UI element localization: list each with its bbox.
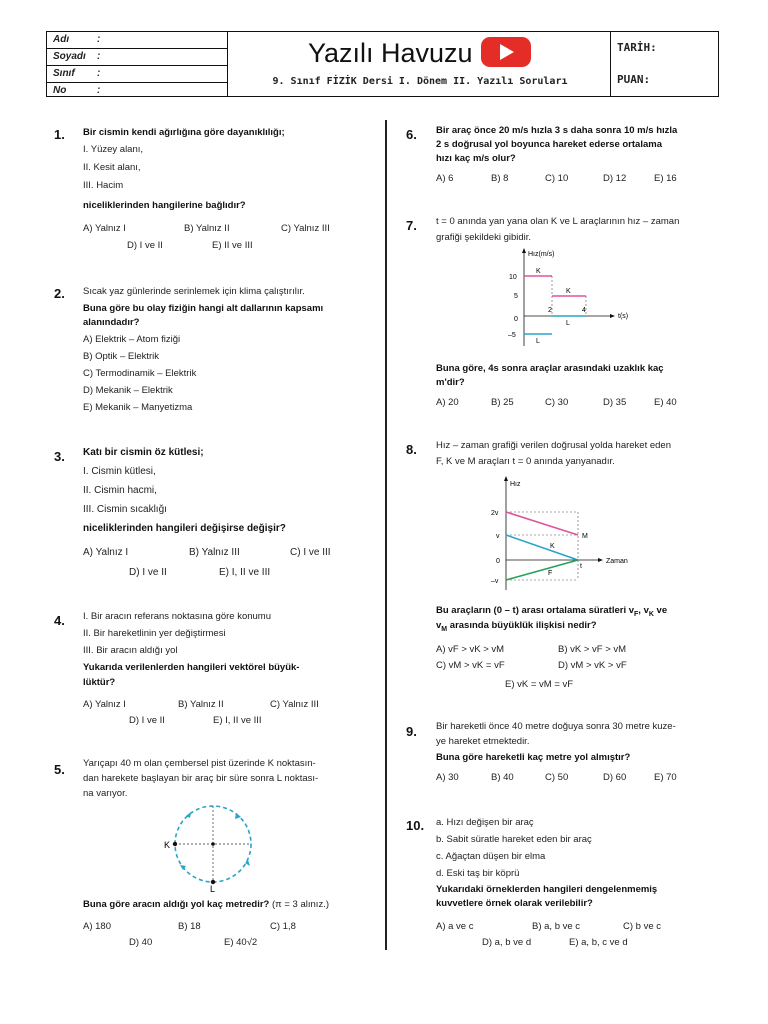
q3-question: niceliklerinden hangileri değişirse değişir? [83, 523, 286, 534]
q1-item-2: II. Kesit alanı, [83, 162, 141, 173]
y-tick-10: 10 [509, 274, 517, 281]
q1-stem: Bir cismin kendi ağırlığına göre dayanıklılığı; [83, 127, 285, 138]
q6-option-a[interactable]: A) 6 [436, 173, 454, 184]
q2-question-line2: alanındadır? [83, 317, 140, 328]
q8-stem-line2: F, K ve M araçları t = 0 anında yanyanadır. [436, 456, 615, 467]
y-axis-arrow [522, 248, 526, 253]
q9-question: Buna göre hareketli kaç metre yol almıştır? [436, 752, 631, 763]
q10-option-a[interactable]: A) a ve c [436, 921, 474, 932]
speed-time-graph-q8 [478, 474, 648, 594]
q3-option-e[interactable]: E) I, II ve III [219, 567, 271, 578]
q3-item-2: II. Cismin hacmi, [83, 485, 157, 496]
circular-track-figure [158, 800, 268, 892]
q10-option-c[interactable]: C) b ve c [623, 921, 662, 932]
label-k: K [164, 840, 171, 850]
q2-option-e[interactable]: E) Mekanik – Manyetizma [83, 402, 193, 413]
question-number-2: 2. [54, 286, 65, 301]
x-axis-arrow [610, 314, 615, 318]
q5-stem-line1: Yarıçapı 40 m olan çembersel pist üzerinde K noktasın- [83, 758, 316, 769]
y-tick-0: 0 [514, 316, 518, 323]
series-line-m [506, 512, 578, 535]
q8-option-d[interactable]: D) vM > vK > vF [558, 660, 627, 671]
speed-time-graph-q7 [500, 246, 660, 350]
field-number[interactable]: No : [53, 85, 101, 96]
series-label-l: L [536, 338, 540, 345]
q1-option-d[interactable]: D) I ve II [127, 240, 163, 251]
exam-subtitle: 9. Sınıf FİZİK Dersi I. Dönem II. Yazılı Soruları [272, 76, 568, 87]
y-axis-arrow [504, 476, 508, 481]
q2-option-d[interactable]: D) Mekanik – Elektrik [83, 385, 173, 396]
question-number-7: 7. [406, 218, 417, 233]
q3-item-1: I. Cismin kütlesi, [83, 466, 156, 477]
q4-question-line2: lüktür? [83, 677, 116, 688]
date-label[interactable]: TARİH: [617, 41, 657, 54]
q5-stem-line2: dan harekete başlayan bir araç bir süre sonra L noktası- [83, 773, 319, 784]
date-score-box [610, 32, 718, 96]
q9-option-c[interactable]: C) 50 [545, 772, 569, 783]
q10-item-c: c. Ağaçtan düşen bir elma [436, 851, 546, 862]
q5-option-b[interactable]: B) 18 [178, 921, 201, 932]
q3-option-c[interactable]: C) I ve III [290, 547, 331, 558]
q6-stem-line1: Bir araç önce 20 m/s hızla 3 s daha sonra 10 m/s hızla [436, 125, 678, 136]
q4-option-b[interactable]: B) Yalnız II [178, 699, 224, 710]
q5-option-e[interactable]: E) 40√2 [224, 937, 258, 948]
direction-arrow [235, 813, 241, 819]
q5-option-a[interactable]: A) 180 [83, 921, 111, 932]
y-tick-neg5: –5 [508, 332, 516, 339]
question-number-9: 9. [406, 724, 417, 739]
q7-stem-line1: t = 0 anında yan yana olan K ve L araçlarının hız – zaman [436, 216, 680, 227]
q7-option-b[interactable]: B) 25 [491, 397, 514, 408]
x-tick-2: 2 [548, 307, 552, 314]
series-label-f: F [548, 570, 553, 577]
question-number-1: 1. [54, 127, 65, 142]
q6-stem-line3: hızı kaç m/s olur? [436, 153, 516, 164]
y-axis-label: Hız [510, 481, 521, 488]
q7-option-c[interactable]: C) 30 [545, 397, 569, 408]
question-number-5: 5. [54, 762, 65, 777]
question-number-10: 10. [406, 818, 425, 833]
label-l: L [210, 884, 216, 892]
q4-item-1: I. Bir aracın referans noktasına göre konumu [83, 611, 271, 622]
q3-option-b[interactable]: B) Yalnız III [189, 547, 240, 558]
q7-option-e[interactable]: E) 40 [654, 397, 677, 408]
field-surname[interactable]: Soyadı : [47, 49, 227, 66]
q7-option-d[interactable]: D) 35 [603, 397, 627, 408]
question-number-6: 6. [406, 127, 417, 142]
q9-option-e[interactable]: E) 70 [654, 772, 677, 783]
column-divider [385, 120, 387, 950]
q6-option-d[interactable]: D) 12 [603, 173, 627, 184]
q10-question-line1: Yukarıdaki örneklerden hangileri dengelenmemiş [436, 884, 658, 895]
q6-option-b[interactable]: B) 8 [491, 173, 509, 184]
x-axis-label: t(s) [618, 313, 629, 320]
q10-item-d: d. Eski taş bir köprü [436, 868, 520, 879]
q4-option-d[interactable]: D) I ve II [129, 715, 165, 726]
point-k-dot [173, 842, 177, 846]
x-tick-4: 4 [582, 307, 586, 314]
q7-question-line1: Buna göre, 4s sonra araçlar arasındaki uzaklık kaç [436, 363, 664, 374]
series-label-k: K [550, 543, 555, 550]
q7-question-line2: m'dir? [436, 377, 465, 388]
q2-option-c[interactable]: C) Termodinamik – Elektrik [83, 368, 197, 379]
youtube-play-icon [480, 36, 532, 68]
q9-option-a[interactable]: A) 30 [436, 772, 459, 783]
q8-question-line2: $v_M$ arasında büyüklük ilişkisi nedir? [436, 620, 597, 633]
q10-option-d[interactable]: D) a, b ve d [482, 937, 532, 948]
series-label-l: L [566, 320, 570, 327]
q10-item-b: b. Sabit süratle hareket eden bir araç [436, 834, 592, 845]
direction-arrow [245, 860, 250, 866]
q2-option-a[interactable]: A) Elektrik – Atom fiziği [83, 334, 181, 345]
question-number-3: 3. [54, 449, 65, 464]
field-name[interactable]: Adı : [47, 32, 227, 49]
series-label-k: K [536, 268, 541, 275]
q1-option-a[interactable]: A) Yalnız I [83, 223, 126, 234]
q7-option-a[interactable]: A) 20 [436, 397, 459, 408]
q4-item-2: II. Bir hareketlinin yer değiştirmesi [83, 628, 226, 639]
q4-option-a[interactable]: A) Yalnız I [83, 699, 126, 710]
x-axis-label: Zaman [606, 558, 628, 565]
center-point [211, 842, 215, 846]
q10-option-b[interactable]: B) a, b ve c [532, 921, 581, 932]
q10-question-line2: kuvvetlere örnek olarak verilebilir? [436, 898, 593, 909]
q8-option-e[interactable]: E) vK = vM = vF [505, 679, 574, 690]
q8-question-line1: Bu araçların (0 – t) arası ortalama süratleri $v_F$, $v_K$ ve [436, 605, 668, 618]
q1-item-1: I. Yüzey alanı, [83, 144, 144, 155]
q9-option-d[interactable]: D) 60 [603, 772, 627, 783]
score-label[interactable]: PUAN: [617, 73, 651, 86]
q10-option-e[interactable]: E) a, b, c ve d [569, 937, 628, 948]
q3-stem: Katı bir cismin öz kütlesi; [83, 447, 204, 458]
q1-option-e[interactable]: E) II ve III [212, 240, 253, 251]
q4-option-e[interactable]: E) I, II ve III [213, 715, 262, 726]
q5-option-c[interactable]: C) 1,8 [270, 921, 296, 932]
q5-stem-line3: na varıyor. [83, 788, 128, 799]
q9-option-b[interactable]: B) 40 [491, 772, 514, 783]
q7-stem-line2: grafiği şekildeki gibidir. [436, 232, 532, 243]
q6-option-e[interactable]: E) 16 [654, 173, 677, 184]
series-label-k: K [566, 288, 571, 295]
q3-option-a[interactable]: A) Yalnız I [83, 547, 129, 558]
q9-stem-line2: ye hareket etmektedir. [436, 736, 530, 747]
series-label-m: M [582, 533, 588, 540]
question-number-8: 8. [406, 442, 417, 457]
q1-option-c[interactable]: C) Yalnız III [281, 223, 330, 234]
field-class[interactable]: Sınıf : [47, 66, 227, 83]
y-tick-2v: 2v [491, 510, 499, 517]
question-number-4: 4. [54, 613, 65, 628]
y-axis-label: Hız(m/s) [528, 251, 555, 258]
y-tick-neg-v: –v [491, 578, 499, 585]
q4-option-c[interactable]: C) Yalnız III [270, 699, 319, 710]
q8-option-b[interactable]: B) vK > vF > vM [558, 644, 627, 655]
header-box [46, 31, 719, 97]
q6-stem-line2: 2 s doğrusal yol boyunca hareket ederse ortalama [436, 139, 662, 150]
q5-option-d[interactable]: D) 40 [129, 937, 153, 948]
student-info-fields [47, 32, 228, 96]
logo-text: Yazılı Havuzu [307, 38, 473, 68]
q8-stem-line1: Hız – zaman grafiği verilen doğrusal yolda hareket eden [436, 440, 671, 451]
q4-question-line1: Yukarıda verilenlerden hangileri vektörel büyük- [83, 662, 300, 673]
y-tick-0: 0 [496, 558, 500, 565]
q3-item-3: III. Cismin sıcaklığı [83, 504, 167, 515]
series-line-f [506, 560, 578, 580]
q3-option-d[interactable]: D) I ve II [129, 567, 167, 578]
series-line-k [506, 535, 578, 560]
q4-item-3: III. Bir aracın aldığı yol [83, 645, 178, 656]
logo [227, 36, 613, 69]
q6-option-c[interactable]: C) 10 [545, 173, 569, 184]
q2-question-line1: Buna göre bu olay fiziğin hangi alt dallarının kapsamı [83, 303, 324, 314]
y-tick-v: v [496, 533, 500, 540]
x-tick-t: t [580, 563, 582, 570]
q8-option-a[interactable]: A) vF > vK > vM [436, 644, 505, 655]
q5-question: Buna göre aracın aldığı yol kaç metredir? (π = 3 alınız.) [83, 899, 329, 910]
q1-item-3: III. Hacim [83, 180, 124, 191]
q2-stem: Sıcak yaz günlerinde serinlemek için klima çalıştırılır. [83, 286, 305, 297]
q8-option-c[interactable]: C) vM > vK = vF [436, 660, 505, 671]
q1-question: niceliklerinden hangilerine bağlıdır? [83, 200, 246, 211]
q9-stem-line1: Bir hareketli önce 40 metre doğuya sonra 30 metre kuze- [436, 721, 676, 732]
x-axis-arrow [598, 558, 603, 562]
q2-option-b[interactable]: B) Optik – Elektrik [83, 351, 160, 362]
q10-item-a: a. Hızı değişen bir araç [436, 817, 534, 828]
y-tick-5: 5 [514, 293, 518, 300]
q1-option-b[interactable]: B) Yalnız II [184, 223, 230, 234]
